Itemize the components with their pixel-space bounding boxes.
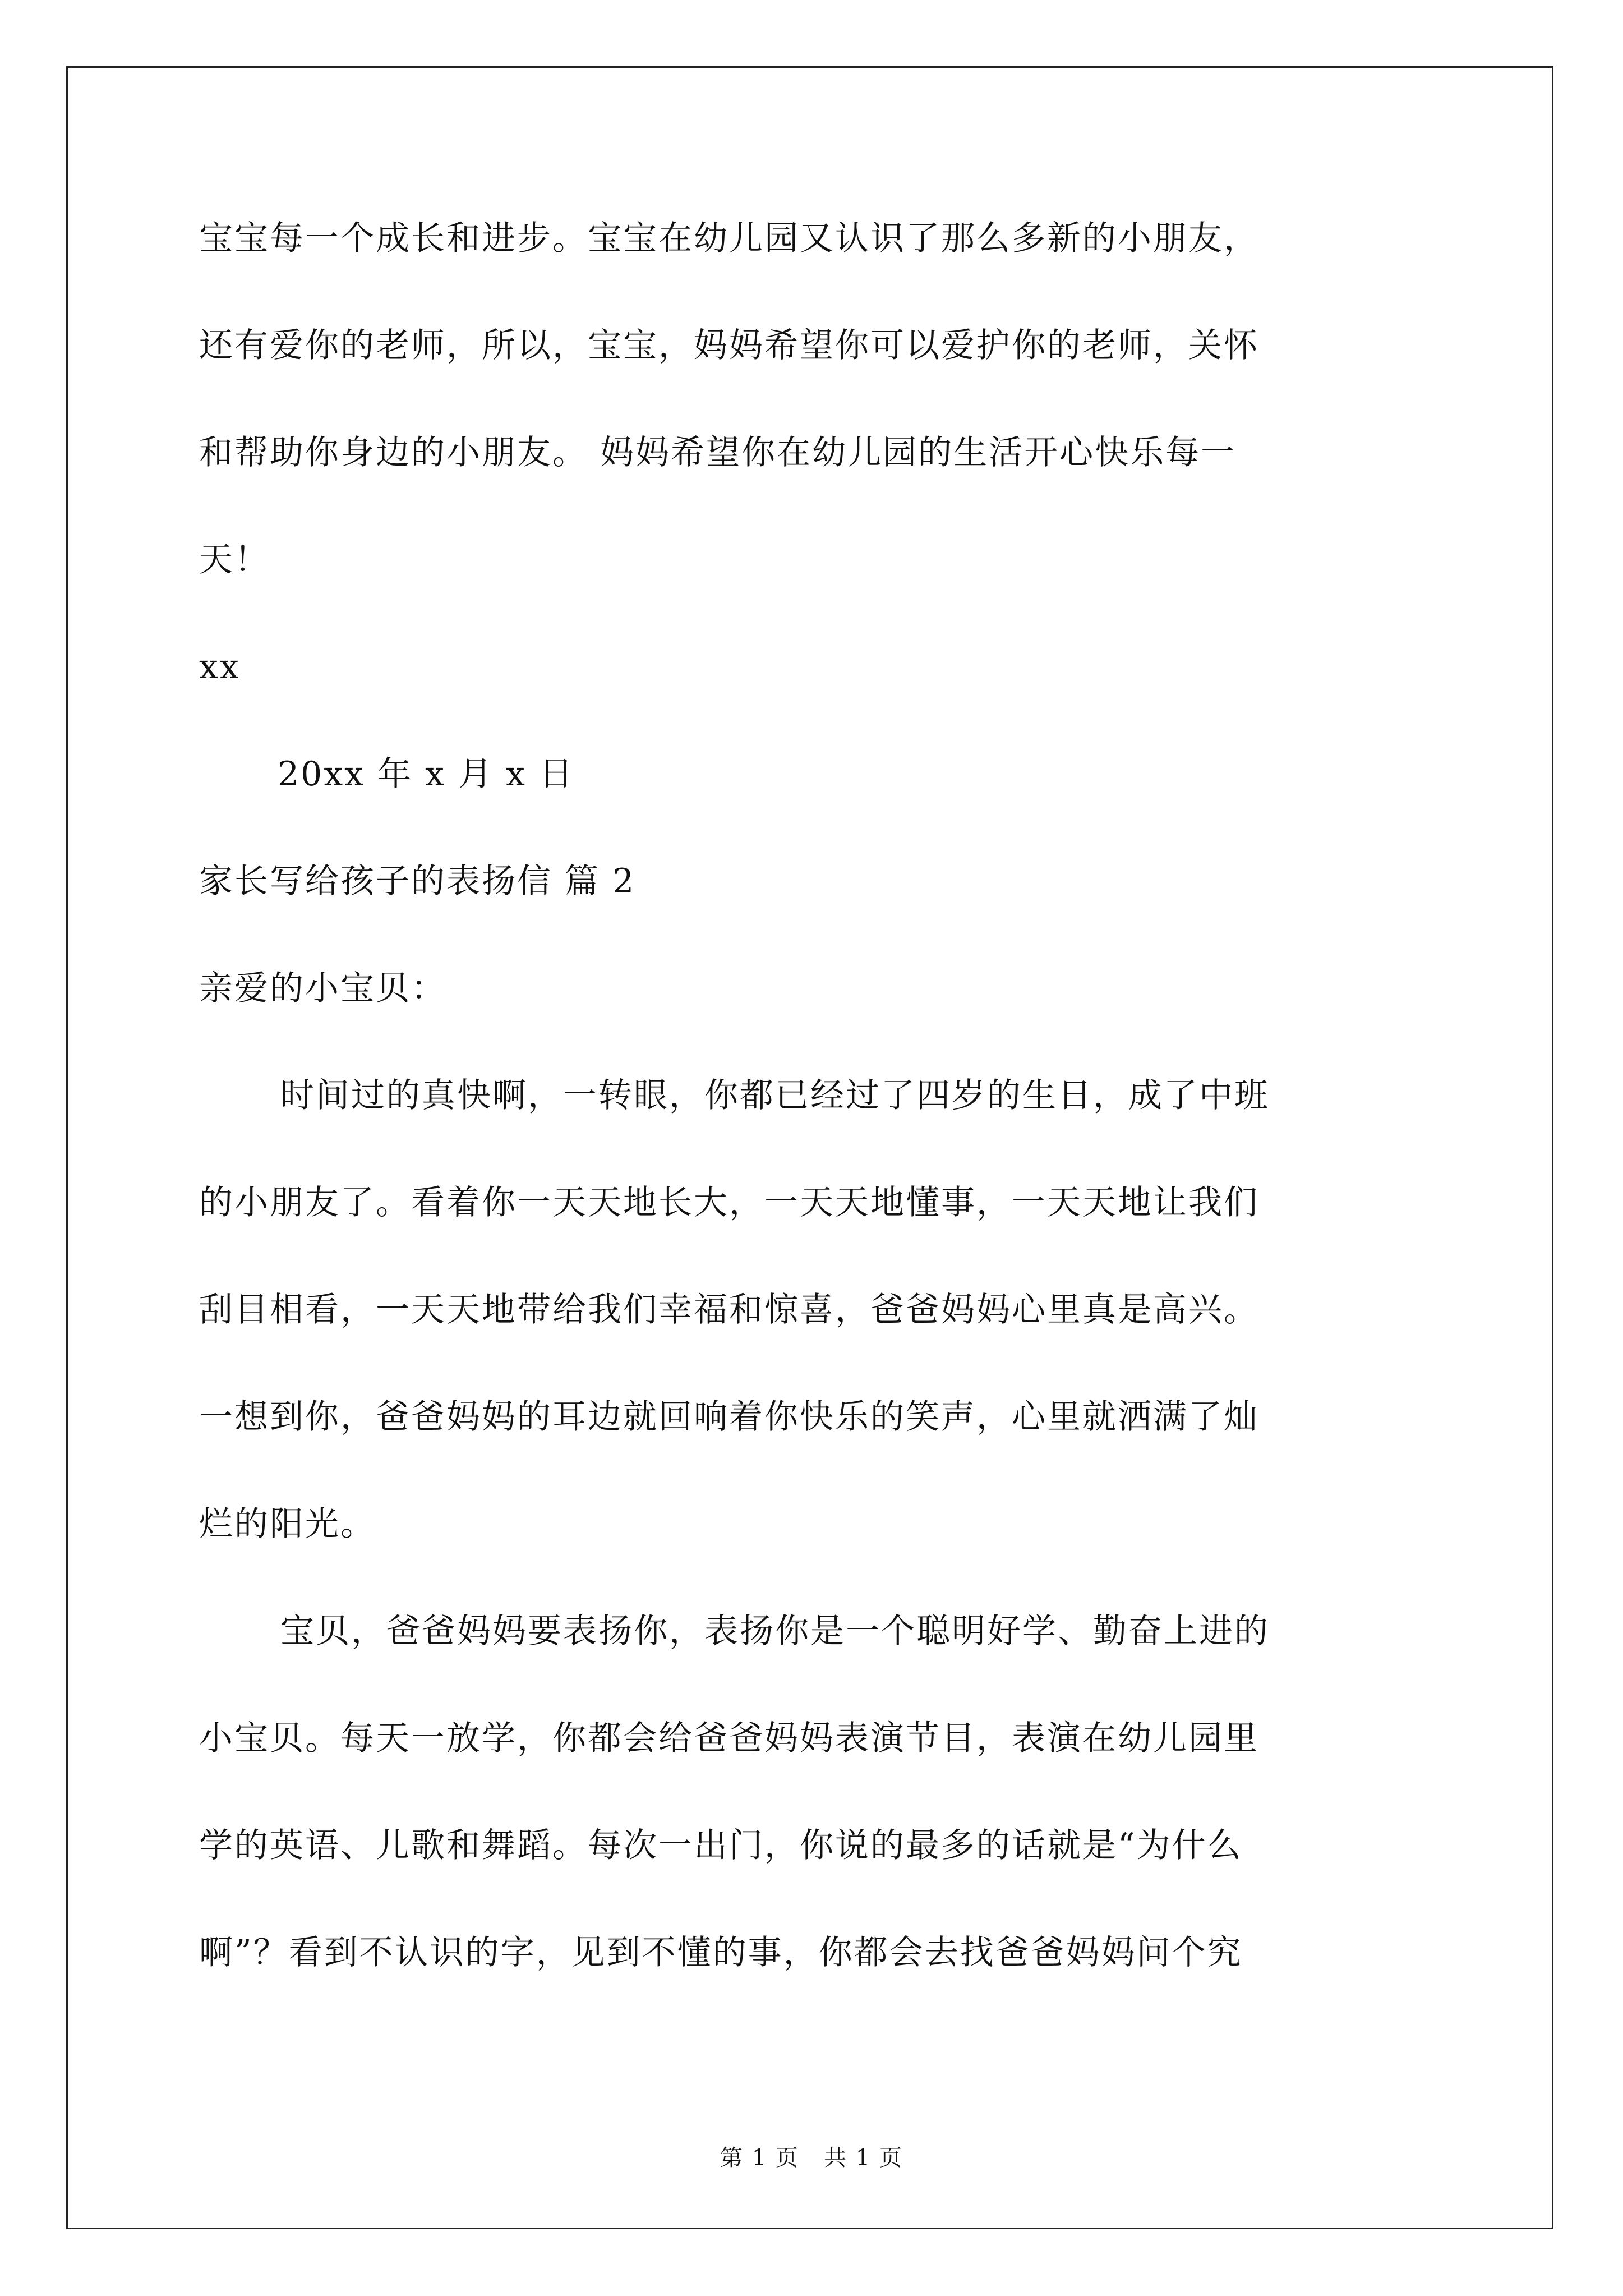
text-line: 还有爱你的老师，所以，宝宝，妈妈希望你可以爱护你的老师，关怀 bbox=[199, 326, 1259, 365]
salutation: 亲爱的小宝贝： bbox=[199, 969, 446, 1008]
text-line: 和帮助你身边的小朋友。 妈妈希望你在幼儿园的生活开心快乐每一 bbox=[199, 433, 1237, 472]
signature-name: xx bbox=[199, 647, 241, 687]
text-line: 学的英语、儿歌和舞蹈。每次一出门，你说的最多的话就是“为什么 bbox=[199, 1826, 1243, 1865]
text-line: 一想到你，爸爸妈妈的耳边就回响着你快乐的笑声，心里就洒满了灿 bbox=[199, 1397, 1259, 1437]
text-line: 刮目相看，一天天地带给我们幸福和惊喜，爸爸妈妈心里真是高兴。 bbox=[199, 1290, 1259, 1329]
text-line: 小宝贝。每天一放学，你都会给爸爸妈妈表演节目，表演在幼儿园里 bbox=[199, 1719, 1259, 1758]
text-line: 时间过的真快啊，一转眼，你都已经过了四岁的生日，成了中班 bbox=[280, 1076, 1270, 1115]
section-heading: 家长写给孩子的表扬信 篇 2 bbox=[199, 862, 636, 901]
page-footer: 第 1 页 共 1 页 bbox=[720, 2145, 903, 2171]
date-line: 20xx 年 x 月 x 日 bbox=[278, 754, 575, 794]
text-line: 天！ bbox=[199, 540, 270, 579]
text-line: 烂的阳光。 bbox=[199, 1504, 376, 1544]
page-border bbox=[66, 66, 1553, 2229]
text-line: 宝贝，爸爸妈妈要表扬你，表扬你是一个聪明好学、勤奋上进的 bbox=[280, 1612, 1270, 1651]
text-line: 宝宝每一个成长和进步。宝宝在幼儿园又认识了那么多新的小朋友， bbox=[199, 219, 1259, 258]
text-line: 的小朋友了。看着你一天天地长大，一天天地懂事，一天天地让我们 bbox=[199, 1183, 1259, 1222]
text-line: 啊”？看到不认识的字，见到不懂的事，你都会去找爸爸妈妈问个究 bbox=[199, 1933, 1243, 1972]
